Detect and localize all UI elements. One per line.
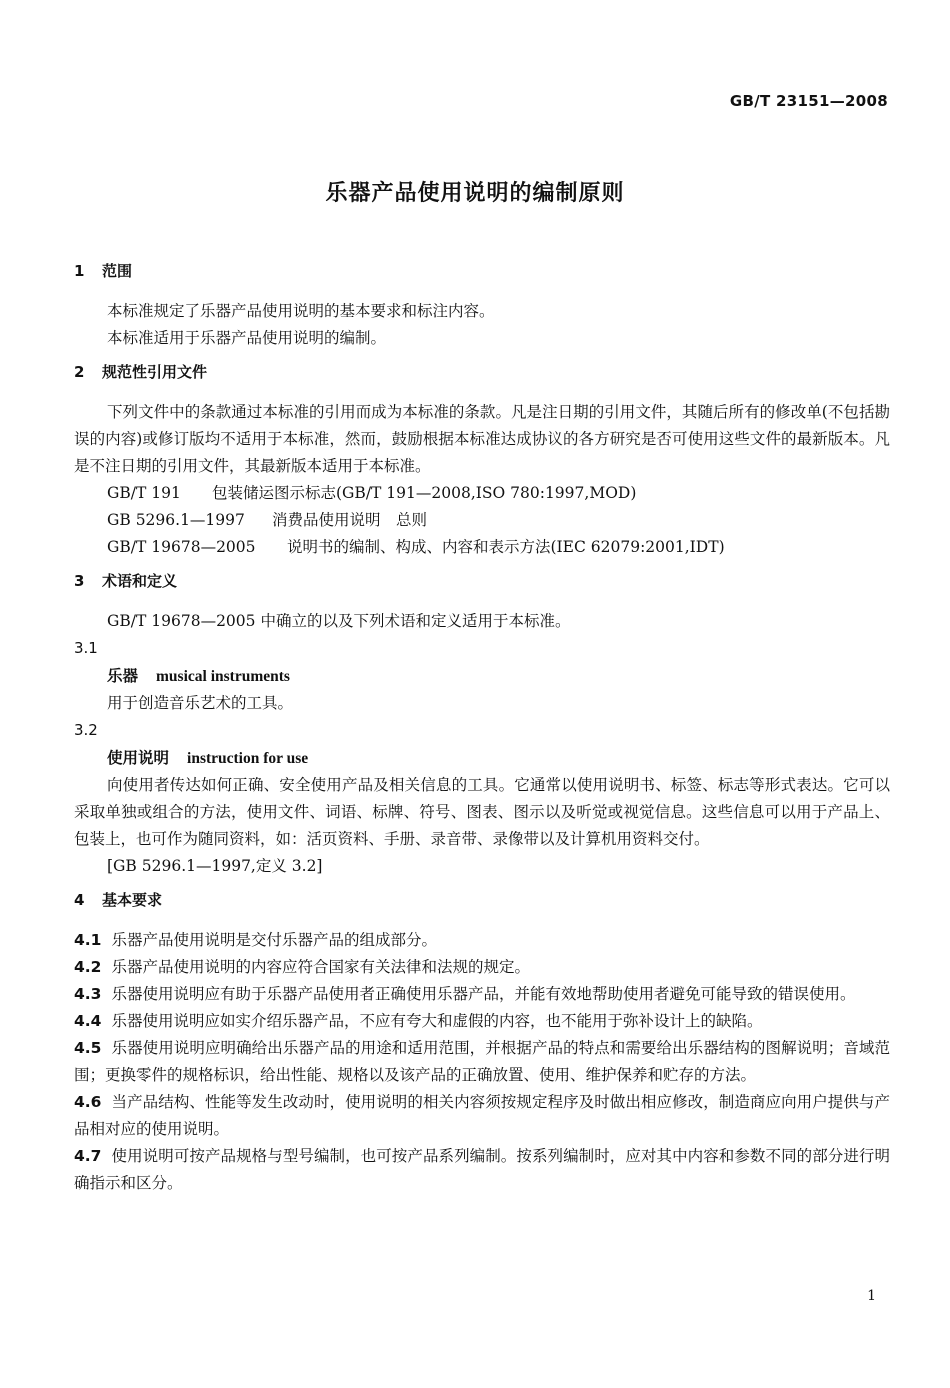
term-entry xyxy=(74,662,890,690)
term-number: 3.1 xyxy=(74,639,98,657)
requirement-item xyxy=(74,1143,890,1197)
section-2-number: 2 xyxy=(74,363,85,381)
page-number: 1 xyxy=(867,1288,876,1304)
document-title: 乐器产品使用说明的编制原则 xyxy=(325,181,625,206)
requirement-number: 4.5 xyxy=(74,1039,102,1057)
section-1-paragraph: 本标准适用于乐器产品使用说明的编制。 xyxy=(107,329,387,347)
requirement-text: 使用说明可按产品规格与型号编制，也可按产品系列编制。按系列编制时，应对其中内容和参数不同的部分进行明确指示和区分。 xyxy=(74,1147,890,1192)
requirement-item xyxy=(74,954,890,981)
normative-reference xyxy=(74,480,890,507)
section-3-intro: GB/T 19678—2005 中确立的以及下列术语和定义适用于本标准。 xyxy=(107,612,571,630)
reference-code: GB 5296.1—1997 xyxy=(107,511,245,529)
document-body xyxy=(74,258,890,1197)
requirement-text: 乐器使用说明应明确给出乐器产品的用途和适用范围，并根据产品的特点和需要给出乐器结构的图解说明；音域范围；更换零件的规格标识，给出性能、规格以及该产品的正确放置、使用、维护保养和贮存的方法。 xyxy=(74,1039,890,1084)
section-4-title: 基本要求 xyxy=(102,891,163,909)
term-chinese: 使用说明 xyxy=(107,749,170,767)
requirement-number: 4.2 xyxy=(74,958,102,976)
term-english: musical instruments xyxy=(156,668,290,685)
section-4-heading xyxy=(74,887,890,914)
term-source: [GB 5296.1—1997,定义 3.2] xyxy=(107,857,323,875)
standard-code: GB/T 23151—2008 xyxy=(729,92,888,110)
reference-code: GB/T 19678—2005 xyxy=(107,538,256,556)
section-2-heading xyxy=(74,359,890,386)
requirement-number: 4.4 xyxy=(74,1012,102,1030)
section-2-title: 规范性引用文件 xyxy=(102,363,208,381)
normative-reference xyxy=(74,534,890,561)
reference-title: 消费品使用说明 总则 xyxy=(272,511,428,529)
reference-code: GB/T 191 xyxy=(107,484,181,502)
requirement-text: 当产品结构、性能等发生改动时，使用说明的相关内容须按规定程序及时做出相应修改，制造商应向用户提供与产品相对应的使用说明。 xyxy=(74,1093,890,1138)
section-2-intro: 下列文件中的条款通过本标准的引用而成为本标准的条款。凡是注日期的引用文件，其随后所有的修改单(不包括勘误的内容)或修订版均不适用于本标准，然而，鼓励根据本标准达成协议的各方研究是否可使用这些文件的最新版本。凡是不注日期的引用文件，其最新版本适用于本标准。 xyxy=(74,403,890,475)
section-3-number: 3 xyxy=(74,572,85,590)
section-1-heading xyxy=(74,258,890,285)
requirement-text: 乐器使用说明应有助于乐器产品使用者正确使用乐器产品，并能有效地帮助使用者避免可能导致的错误使用。 xyxy=(111,985,856,1003)
requirement-number: 4.6 xyxy=(74,1093,102,1111)
requirement-item xyxy=(74,927,890,954)
term-number: 3.2 xyxy=(74,721,98,739)
requirement-text: 乐器产品使用说明是交付乐器产品的组成部分。 xyxy=(111,931,437,949)
requirement-item xyxy=(74,1089,890,1143)
requirement-number: 4.3 xyxy=(74,985,102,1003)
term-definition: 用于创造音乐艺术的工具。 xyxy=(107,694,294,712)
requirement-item xyxy=(74,1035,890,1089)
reference-title: 包装储运图示标志(GB/T 191—2008,ISO 780:1997,MOD) xyxy=(212,484,637,502)
term-english: instruction for use xyxy=(187,750,309,767)
requirement-number: 4.1 xyxy=(74,931,102,949)
requirement-item xyxy=(74,1008,890,1035)
requirement-number: 4.7 xyxy=(74,1147,102,1165)
section-4-number: 4 xyxy=(74,891,85,909)
section-3-heading xyxy=(74,568,890,595)
requirement-text: 乐器产品使用说明的内容应符合国家有关法律和法规的规定。 xyxy=(111,958,530,976)
section-1-title: 范围 xyxy=(102,262,133,280)
term-entry xyxy=(74,744,890,772)
requirement-text: 乐器使用说明应如实介绍乐器产品，不应有夸大和虚假的内容，也不能用于弥补设计上的缺陷。 xyxy=(111,1012,763,1030)
section-1-number: 1 xyxy=(74,262,85,280)
term-chinese: 乐器 xyxy=(107,667,139,685)
requirement-item xyxy=(74,981,890,1008)
normative-reference xyxy=(74,507,890,534)
section-1-paragraph: 本标准规定了乐器产品使用说明的基本要求和标注内容。 xyxy=(107,302,495,320)
section-3-title: 术语和定义 xyxy=(102,572,178,590)
reference-title: 说明书的编制、构成、内容和表示方法(IEC 62079:2001,IDT) xyxy=(287,538,725,556)
term-definition: 向使用者传达如何正确、安全使用产品及相关信息的工具。它通常以使用说明书、标签、标志等形式表达。它可以采取单独或组合的方法，使用文件、词语、标牌、符号、图表、图示以及听觉或视觉信息。这些信息可以用于产品上、包装上，也可作为随同资料，如：活页资料、手册、录音带、录像带以及计算机用资料交付。 xyxy=(74,776,890,848)
